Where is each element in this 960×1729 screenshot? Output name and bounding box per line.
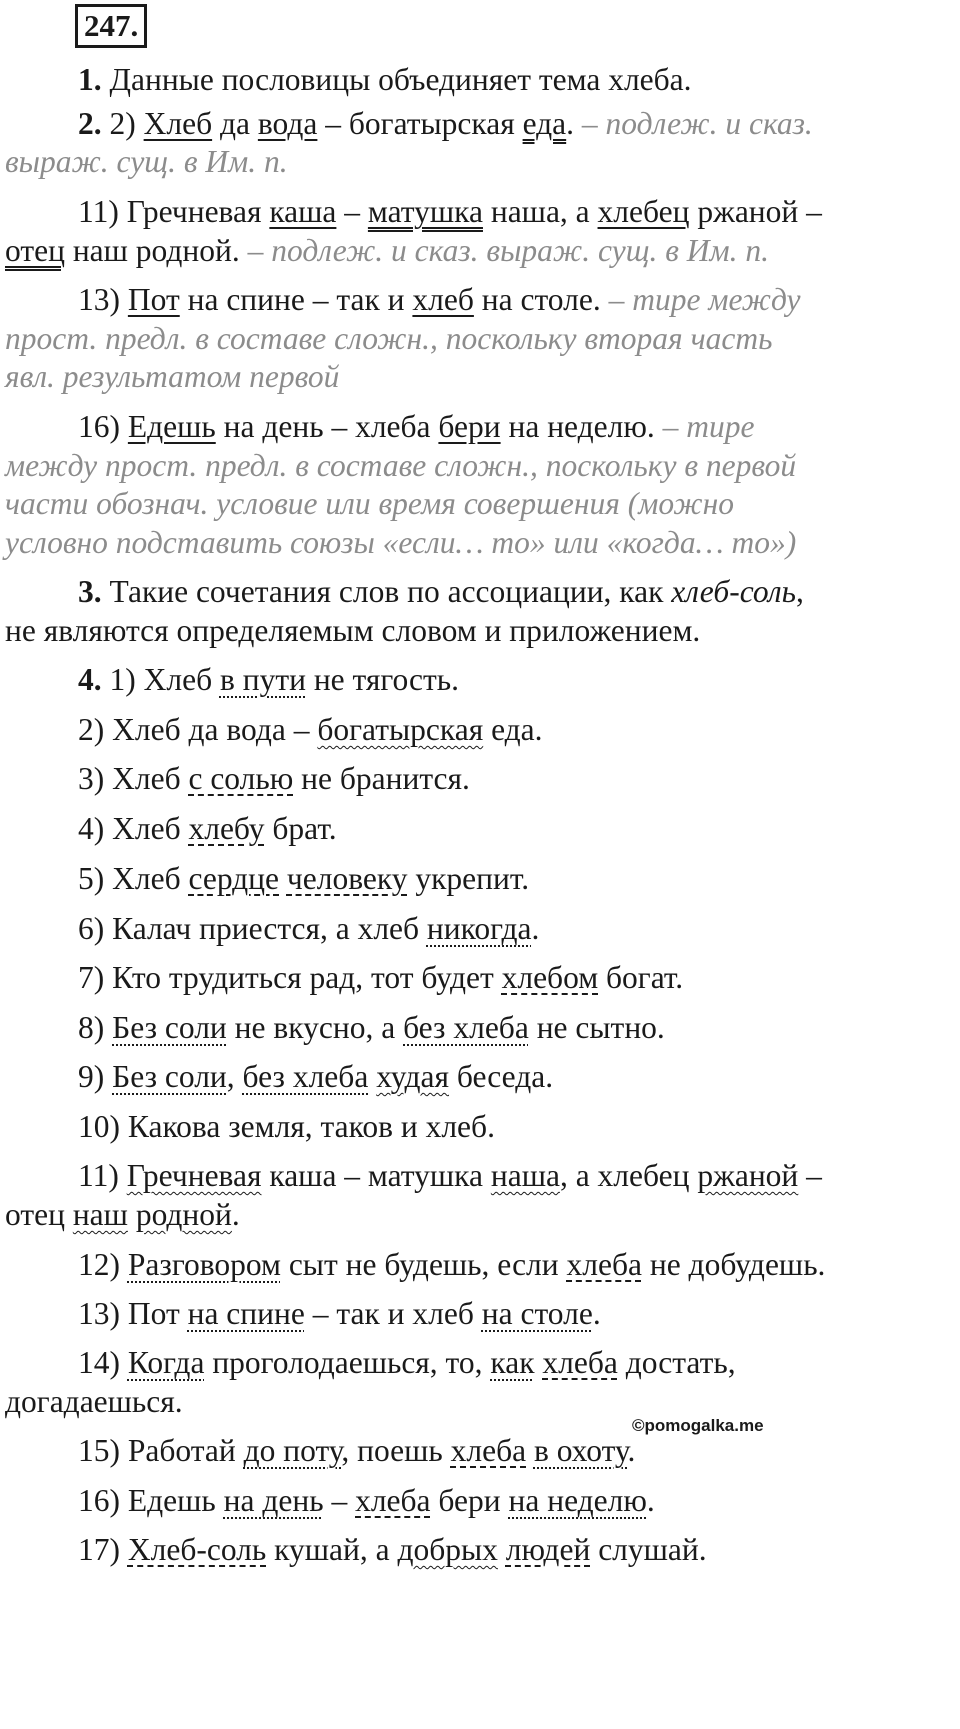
circumstance-word: в охоту [533, 1433, 628, 1468]
grammar-note: условно подставить союзы «если… то» или «когда… то») [5, 525, 797, 560]
item-number: 2. [78, 106, 102, 141]
circumstance-word: на столе [481, 1296, 593, 1331]
text: 8) [78, 1010, 113, 1045]
text: укрепит. [407, 861, 530, 896]
predicate-word: отец [5, 233, 65, 268]
text: – [798, 1158, 822, 1193]
text: 4) Хлеб [78, 811, 189, 846]
text: бери [430, 1483, 509, 1518]
proverb-line [78, 1058, 553, 1096]
text: – так и хлеб [304, 1296, 482, 1331]
object-word: человеку [286, 861, 408, 896]
attribute-word: Гречневая [126, 1158, 262, 1193]
object-word: сердце [188, 861, 280, 896]
attribute-word: худая [376, 1059, 450, 1094]
subject-word: вода [257, 106, 318, 141]
note-line [5, 143, 288, 181]
object-word: хлеба [450, 1433, 527, 1468]
text: 16) [78, 409, 128, 444]
text: наша, а [482, 194, 598, 229]
proverb-line [78, 1531, 707, 1569]
text: . [566, 106, 575, 141]
attribute-word: богатырская [317, 712, 484, 747]
exercise-number: 247. [75, 4, 147, 48]
text: , а хлебец [559, 1158, 698, 1193]
text: . [531, 911, 540, 946]
circumstance-word: Когда [127, 1345, 205, 1380]
proverb-line [78, 1295, 601, 1333]
object-word: хлеба [566, 1247, 642, 1282]
grammar-note: – подлеж. и сказ. выраж. сущ. в Им. п. [239, 233, 770, 268]
proverb-cont [5, 1196, 240, 1234]
text: слушай. [590, 1532, 707, 1567]
circumstance-word: на неделю [508, 1483, 647, 1518]
text [526, 1433, 534, 1468]
text: не являются определяемым словом и приложением. [5, 613, 701, 648]
proverb-line [78, 810, 337, 848]
proverb-line [78, 1482, 655, 1520]
text: Такие сочетания слов по ассоциации, как [101, 574, 672, 609]
note-line [5, 358, 339, 396]
text: богат. [598, 960, 684, 995]
answer-3-line [78, 573, 804, 611]
proverb-line [78, 1246, 825, 1284]
grammar-note: – подлеж. и сказ. [574, 106, 813, 141]
text: сыт не будешь, если [280, 1247, 567, 1282]
text: каша – матушка [261, 1158, 491, 1193]
text: 2) Хлеб да вода – [78, 712, 318, 747]
text: 9) [78, 1059, 113, 1094]
grammar-note: выраж. сущ. в Им. п. [5, 144, 288, 179]
proverb-line [78, 959, 683, 997]
text [498, 1532, 506, 1567]
grammar-note: – тире между [600, 282, 801, 317]
text: , [795, 574, 804, 609]
circumstance-word: Без соли [112, 1059, 227, 1094]
circumstance-word: на спине [187, 1296, 305, 1331]
sentence-16-line [78, 408, 755, 446]
text: 13) [78, 282, 128, 317]
item-number: 3. [78, 574, 102, 609]
text: отец [5, 1197, 73, 1232]
item-number: 4. [78, 662, 102, 697]
grammar-note: – тире [654, 409, 755, 444]
proverb-line [78, 1009, 665, 1047]
item-number: 1. [78, 62, 102, 97]
note-line [5, 320, 772, 358]
text: проголодаешься, то, [204, 1345, 491, 1380]
text: . [592, 1296, 601, 1331]
text: не тягость. [305, 662, 460, 697]
attribute-word: ржаной [697, 1158, 799, 1193]
text: кушай, а [266, 1532, 398, 1567]
object-word: хлеба [542, 1345, 618, 1380]
predicate-word: еда [522, 106, 567, 141]
text: – [336, 194, 368, 229]
text: на спине – так и [179, 282, 413, 317]
answer-2-line [78, 105, 813, 143]
text [368, 1059, 376, 1094]
sentence-11-line [78, 193, 822, 231]
text: 3) Хлеб [78, 761, 189, 796]
text [279, 861, 287, 896]
text: брат. [264, 811, 337, 846]
text: 2) [101, 106, 144, 141]
subject-word: хлеб [412, 282, 474, 317]
text: еда. [483, 712, 543, 747]
predicate-word: бери [438, 409, 501, 444]
object-word: Хлеб-соль [127, 1532, 267, 1567]
watermark: ©pomogalka.me [632, 1416, 764, 1435]
circumstance-word: до поту [243, 1433, 342, 1468]
text: беседа. [449, 1059, 554, 1094]
text: – [323, 1483, 356, 1518]
proverb-line [78, 860, 529, 898]
circumstance-word: Разговором [127, 1247, 281, 1282]
circumstance-word: Без соли [112, 1010, 227, 1045]
text: 11) Гречневая [78, 194, 270, 229]
text: – богатырская [317, 106, 523, 141]
note-line [5, 524, 796, 562]
object-word: хлеба [355, 1483, 431, 1518]
text: не вкусно, а [226, 1010, 404, 1045]
text: да [212, 106, 258, 141]
grammar-note: явл. результатом первой [5, 359, 340, 394]
text: 7) Кто трудиться рад, тот будет [78, 960, 502, 995]
answer-4-line [78, 661, 459, 699]
object-word: хлебу [188, 811, 265, 846]
text: 12) [78, 1247, 128, 1282]
text: не бранится. [293, 761, 470, 796]
predicate-word: матушка [367, 194, 483, 229]
proverb-line [78, 760, 470, 798]
grammar-note: части обознач. условие или время совершения (можно [5, 486, 734, 521]
text: 5) Хлеб [78, 861, 189, 896]
text: 10) Какова земля, таков и хлеб. [78, 1109, 495, 1144]
text: . [231, 1197, 240, 1232]
text: 13) Пот [78, 1296, 188, 1331]
attribute-word: наш [72, 1197, 128, 1232]
proverb-cont [5, 1383, 183, 1421]
subject-word: Пот [127, 282, 180, 317]
text: ржаной – [689, 194, 822, 229]
example-word: хлеб-соль [671, 574, 796, 609]
object-word: людей [505, 1532, 591, 1567]
answer-3-cont [5, 612, 700, 650]
text [128, 1197, 136, 1232]
text: . [627, 1433, 636, 1468]
text: . [646, 1483, 655, 1518]
text: , поешь [341, 1433, 451, 1468]
text: не сытно. [528, 1010, 665, 1045]
grammar-note: прост. предл. в составе сложн., поскольку вторая часть [5, 321, 773, 356]
text: достать, [617, 1345, 736, 1380]
circumstance-word: на день [223, 1483, 324, 1518]
object-word: с солью [188, 761, 294, 796]
circumstance-word: без хлеба [403, 1010, 529, 1045]
text: 1) Хлеб [101, 662, 220, 697]
circumstance-word: никогда [426, 911, 532, 946]
text: 16) Едешь [78, 1483, 224, 1518]
circumstance-word: в пути [219, 662, 306, 697]
circumstance-word: как [490, 1345, 535, 1380]
proverb-line [78, 711, 543, 749]
object-word: хлебом [501, 960, 599, 995]
sentence-11-cont [5, 232, 769, 270]
text: догадаешься. [5, 1384, 183, 1419]
predicate-word: Едешь [127, 409, 216, 444]
text: 14) [78, 1345, 128, 1380]
note-line [5, 485, 734, 523]
subject-word: Хлеб [143, 106, 213, 141]
text: не добудешь. [641, 1247, 826, 1282]
text: на день – хлеба [215, 409, 439, 444]
attribute-word: добрых [397, 1532, 498, 1567]
sentence-13-line [78, 281, 800, 319]
text: на столе. [473, 282, 601, 317]
proverb-line [78, 1157, 822, 1195]
note-line [5, 447, 796, 485]
text: 17) [78, 1532, 128, 1567]
subject-word: хлебец [597, 194, 690, 229]
text: 15) Работай [78, 1433, 244, 1468]
text: 6) Калач приестся, а хлеб [78, 911, 427, 946]
proverb-line [78, 1108, 495, 1146]
proverb-line [78, 1432, 635, 1470]
circumstance-word: без хлеба [242, 1059, 369, 1094]
attribute-word: родной [135, 1197, 232, 1232]
text: Данные пословицы объединяет тема хлеба. [101, 62, 692, 97]
subject-word: каша [269, 194, 337, 229]
answer-1-line [78, 61, 692, 99]
text: на неделю. [500, 409, 655, 444]
text: , [226, 1059, 243, 1094]
proverb-line [78, 910, 539, 948]
text: наш родной. [64, 233, 240, 268]
grammar-note: между прост. предл. в составе сложн., поскольку в первой [5, 448, 797, 483]
text: 11) [78, 1158, 127, 1193]
proverb-line [78, 1344, 736, 1382]
attribute-word: наша [490, 1158, 560, 1193]
